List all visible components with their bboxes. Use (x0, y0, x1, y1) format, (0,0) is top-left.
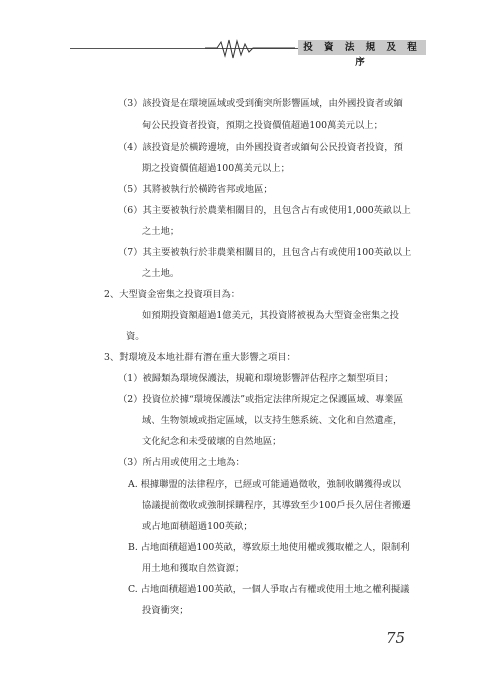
page-number: 75 (386, 629, 406, 647)
header-title: 投 資 法 規 及 程 序 (298, 40, 426, 55)
item-3-line-2: 甸公民投資者投資，預期之投資價值超過100萬美元以上； (142, 120, 383, 131)
heartbeat-wave-icon (205, 38, 295, 60)
s3-item-2-line-1: （2）投資位於據“環境保護法”或指定法律所規定之保護區域、專業區 (118, 394, 404, 405)
item-6-line-2: 之土地； (142, 226, 180, 237)
item-5-line-1: （5）其將被執行於橫跨省邦或地區； (118, 184, 273, 195)
sub-a-line-1: A. 根據聯盟的法律程序，已經或可能通過徵收，強制收購獲得或以 (128, 479, 401, 490)
item-4-line-1: （4）該投資是於橫跨邊境，由外國投資者或緬甸公民投資者投資，預 (118, 142, 403, 153)
section-3-heading: 3、對環境及本地社群有潛在重大影響之項目： (104, 352, 296, 363)
sub-c-line-1: C. 占地面積超過100英畝，一個人爭取占有權或使用土地之權利擬議 (128, 584, 410, 595)
item-7-line-2: 之土地。 (142, 268, 180, 279)
sub-a-line-2: 協議提前徵收或強制採購程序，其導致至少100戶長久居住者搬遷 (142, 500, 411, 511)
s3-item-3-line-1: （3）所占用或使用之土地為： (118, 457, 245, 468)
sub-b-line-1: B. 占地面積超過100英畝，導致原土地使用權或獲取權之人，限制利 (128, 542, 410, 553)
section-2-line-1: 如預期投資額超過1億美元，其投資將被視為大型資金密集之投 (142, 310, 399, 321)
sub-c-line-2: 投資衝突； (142, 605, 189, 616)
sub-a-line-3: 或占地面積超過100英畝； (142, 521, 253, 532)
s3-item-2-line-2: 域、生物領域或指定區域，以支持生態系統、文化和自然遺產， (142, 415, 403, 426)
sub-b-line-2: 用土地和獲取自然資源； (142, 563, 245, 574)
item-7-line-1: （7）其主要被執行於非農業相關目的，且包含占有或使用100英畝以上 (118, 247, 412, 258)
section-2-heading: 2、大型資金密集之投資項目為： (104, 289, 241, 300)
section-2-line-2: 資。 (126, 331, 145, 342)
item-6-line-1: （6）其主要被執行於農業相關目的，且包含占有或使用1,000英畝以上 (118, 205, 411, 216)
item-3-line-1: （3）該投資是在環境區域或受到衝突所影響區域，由外國投資者或緬 (118, 98, 403, 109)
s3-item-1-line-1: （1）被歸類為環境保護法，規範和環境影響評估程序之類型項目； (118, 373, 394, 384)
item-4-line-2: 期之投資價值超過100萬美元以上； (142, 163, 290, 174)
s3-item-2-line-3: 文化紀念和未受破壞的自然地區； (142, 436, 282, 447)
